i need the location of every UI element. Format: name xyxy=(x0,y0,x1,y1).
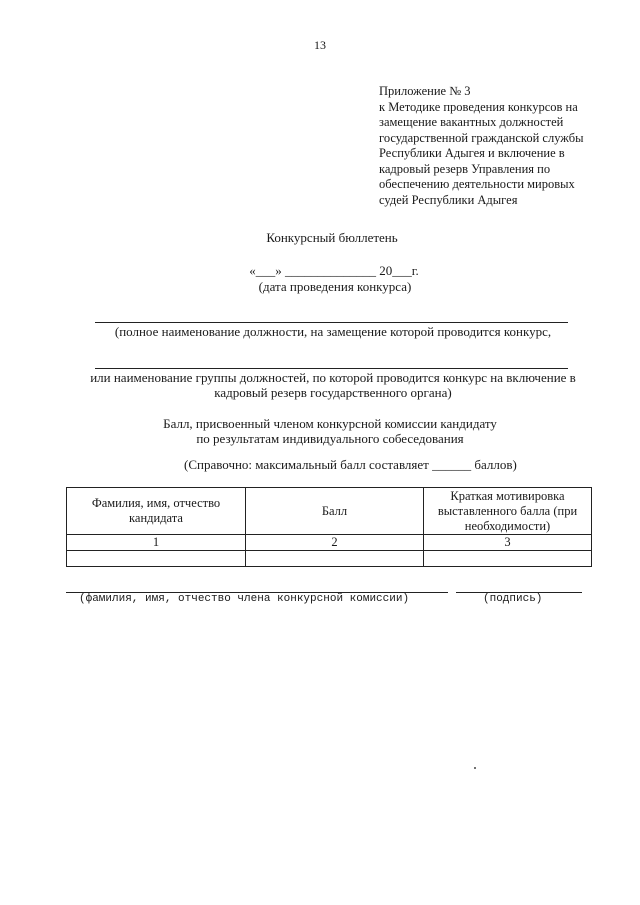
bulletin-table xyxy=(66,487,592,567)
scan-speck xyxy=(474,767,476,769)
appendix-line: Республики Адыгея и включение в xyxy=(379,146,565,160)
member-name-caption: (фамилия, имя, отчество члена конкурсной комиссии) xyxy=(79,593,410,605)
position-caption: (полное наименование должности, на замещение которой проводится конкурс, xyxy=(114,324,552,339)
appendix-block xyxy=(379,84,629,208)
reference-note: (Справочно: максимальный балл составляет ______ баллов) xyxy=(184,457,517,472)
appendix-line: кадровый резерв Управления по xyxy=(379,161,551,176)
appendix-line: замещение вакантных должностей xyxy=(379,115,564,129)
column-number: 3 xyxy=(424,535,592,551)
page-number: 13 xyxy=(314,38,326,52)
score-cell[interactable] xyxy=(246,551,424,567)
appendix-line: Приложение № 3 xyxy=(379,84,471,98)
appendix-line: государственной гражданской службы xyxy=(379,130,584,145)
score-text-line-2: по результатам индивидуального собеседования xyxy=(196,431,464,446)
column-number: 1 xyxy=(67,535,246,551)
bulletin-title: Конкурсный бюллетень xyxy=(266,230,398,245)
position-name-line[interactable] xyxy=(95,322,568,323)
header-candidate-name: Фамилия, имя, отчество кандидата xyxy=(67,488,246,535)
table-number-row xyxy=(67,535,592,551)
table-row xyxy=(67,551,592,567)
group-caption-line-2: кадровый резерв государственного органа) xyxy=(214,385,452,400)
motivation-cell[interactable] xyxy=(424,551,592,567)
candidate-name-cell[interactable] xyxy=(67,551,246,567)
column-number: 2 xyxy=(246,535,424,551)
group-caption-line-1: или наименование группы должностей, по которой проводится конкурс на включение в xyxy=(90,370,576,385)
appendix-line: обеспечению деятельности мировых xyxy=(379,177,575,191)
appendix-line: судей Республики Адыгея xyxy=(379,192,518,207)
group-name-line[interactable] xyxy=(95,368,568,369)
table-header-row xyxy=(67,488,592,535)
appendix-line: к Методике проведения конкурсов на xyxy=(379,99,578,114)
score-text-line-1: Балл, присвоенный членом конкурсной комиссии кандидату xyxy=(163,416,497,431)
header-score: Балл xyxy=(246,488,424,535)
signature-caption: (подпись) xyxy=(483,593,543,605)
date-line[interactable]: «___» ______________ 20___г. xyxy=(249,263,419,278)
date-caption: (дата проведения конкурса) xyxy=(258,279,412,294)
header-motivation: Краткая мотивировка выставленного балла (при необходимости) xyxy=(424,488,592,535)
